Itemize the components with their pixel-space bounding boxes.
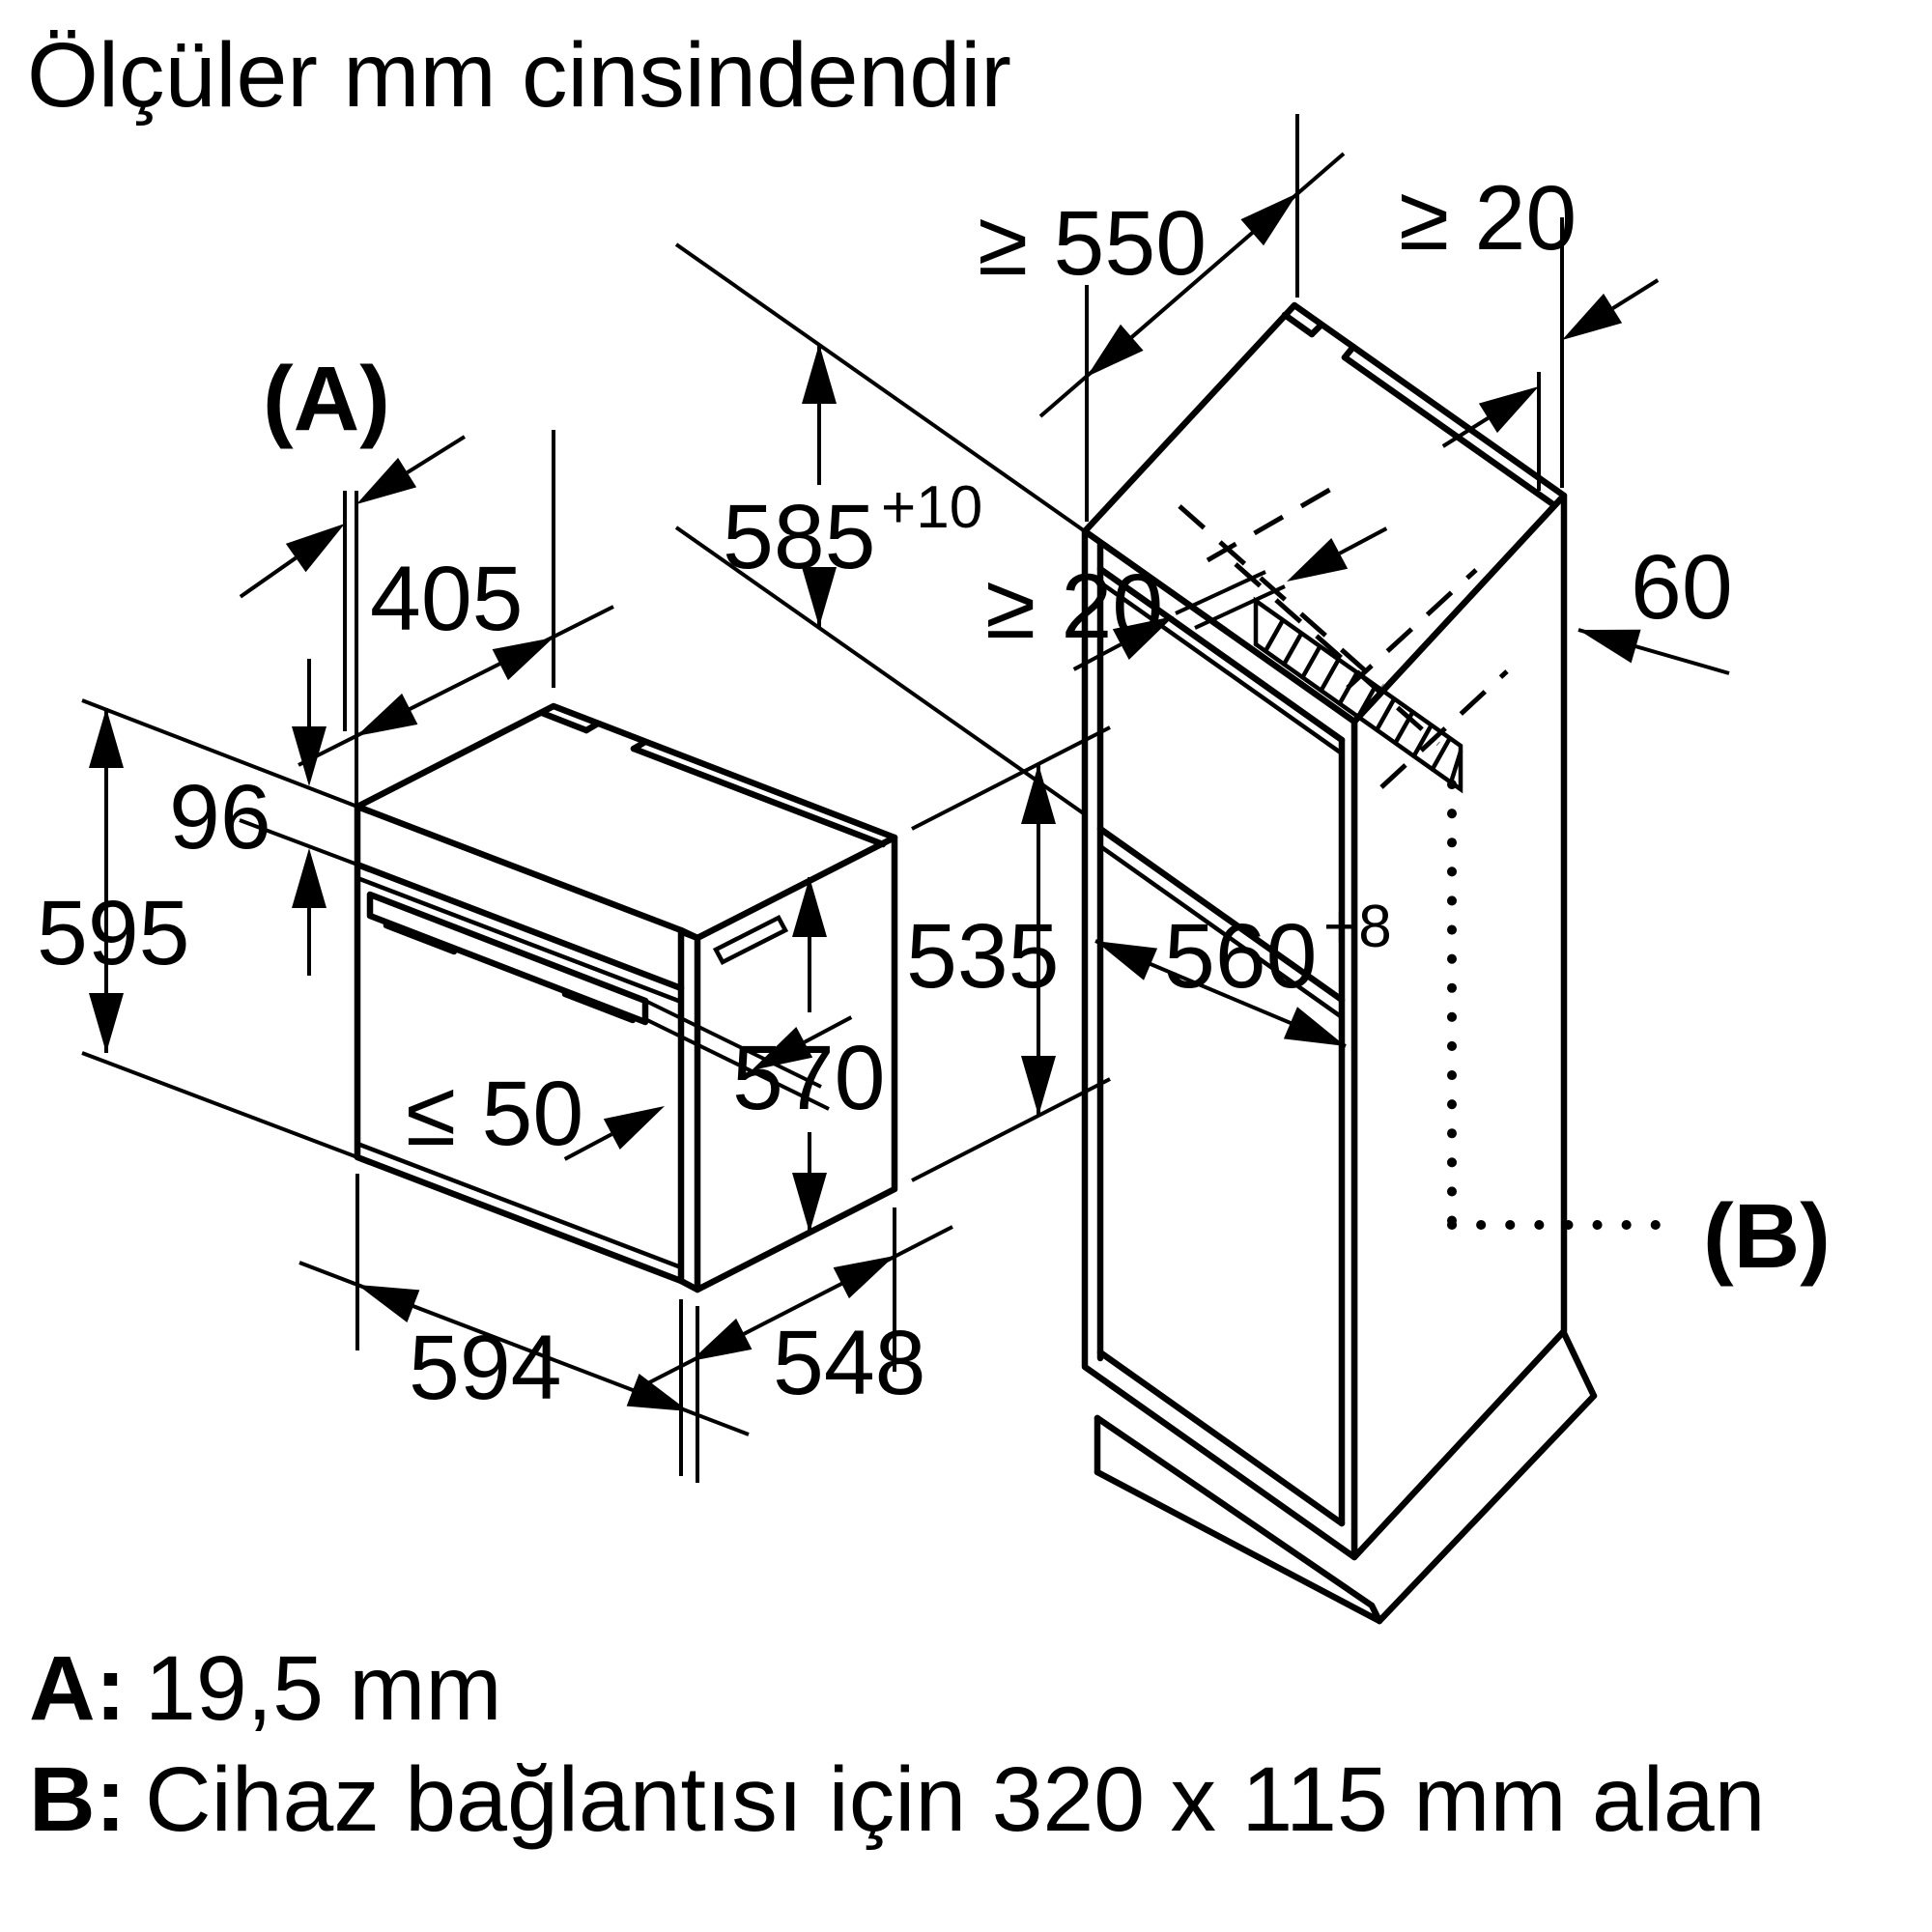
dimension-arrowhead — [1479, 386, 1539, 433]
oven-dim-548: 548 — [773, 1312, 926, 1414]
oven-dim-535: 535 — [906, 905, 1060, 1008]
cabinet-dim-wall-gap: ≥ 20 — [1399, 167, 1577, 270]
oven-dim-570: 570 — [732, 1027, 886, 1129]
diagram-line — [912, 1079, 1110, 1180]
arrow-tail — [408, 437, 465, 472]
cabinet-dim-585-tol: +10 — [881, 474, 983, 541]
arrow-tail — [1613, 280, 1659, 308]
cabinet-dim-585: 585 — [723, 486, 876, 588]
oven-label-a: (A) — [263, 348, 390, 450]
arrow-tail — [241, 558, 296, 597]
dimension-arrowhead — [286, 524, 345, 572]
legend-a-key: A: — [29, 1637, 127, 1740]
legend-b-key: B: — [29, 1748, 127, 1851]
diagram-line — [82, 1053, 357, 1157]
cabinet-dim-550: ≥ 550 — [978, 192, 1208, 295]
dimension-arrowhead — [89, 993, 124, 1053]
cabinet-dim-60: 60 — [1631, 536, 1733, 639]
cabinet-dim-560: 560 — [1164, 905, 1318, 1008]
dimension-arrowhead — [356, 694, 417, 736]
oven-dim-595: 595 — [37, 882, 190, 984]
diagram-line — [912, 727, 1110, 829]
dimension-arrowhead — [691, 1319, 752, 1361]
oven-dim-405: 405 — [370, 548, 524, 650]
oven-dim-96: 96 — [169, 766, 271, 868]
cabinet-dim-back-gap: ≥ 20 — [985, 555, 1164, 658]
oven-dim-594: 594 — [409, 1317, 562, 1419]
dimension-arrowhead — [292, 848, 327, 908]
cabinet-label-b: (B) — [1703, 1185, 1831, 1288]
dimension-arrowhead — [292, 726, 327, 786]
legend-a-value: 19,5 mm — [145, 1637, 502, 1740]
diagram-line — [1564, 1333, 1594, 1396]
page-title: Ölçüler mm cinsindendir — [27, 24, 1011, 127]
dimension-arrowhead — [1562, 294, 1622, 340]
cabinet-dim-560-tol: +8 — [1323, 894, 1392, 960]
legend-b-value: Cihaz bağlantısı için 320 x 115 mm alan — [145, 1748, 1766, 1851]
dimension-arrowhead — [89, 708, 124, 768]
dimension-arrowhead — [356, 458, 416, 504]
oven-dim-handle: ≤ 50 — [406, 1063, 584, 1165]
dimension-arrowhead — [834, 1256, 895, 1298]
dimension-arrowhead — [1021, 1056, 1056, 1116]
